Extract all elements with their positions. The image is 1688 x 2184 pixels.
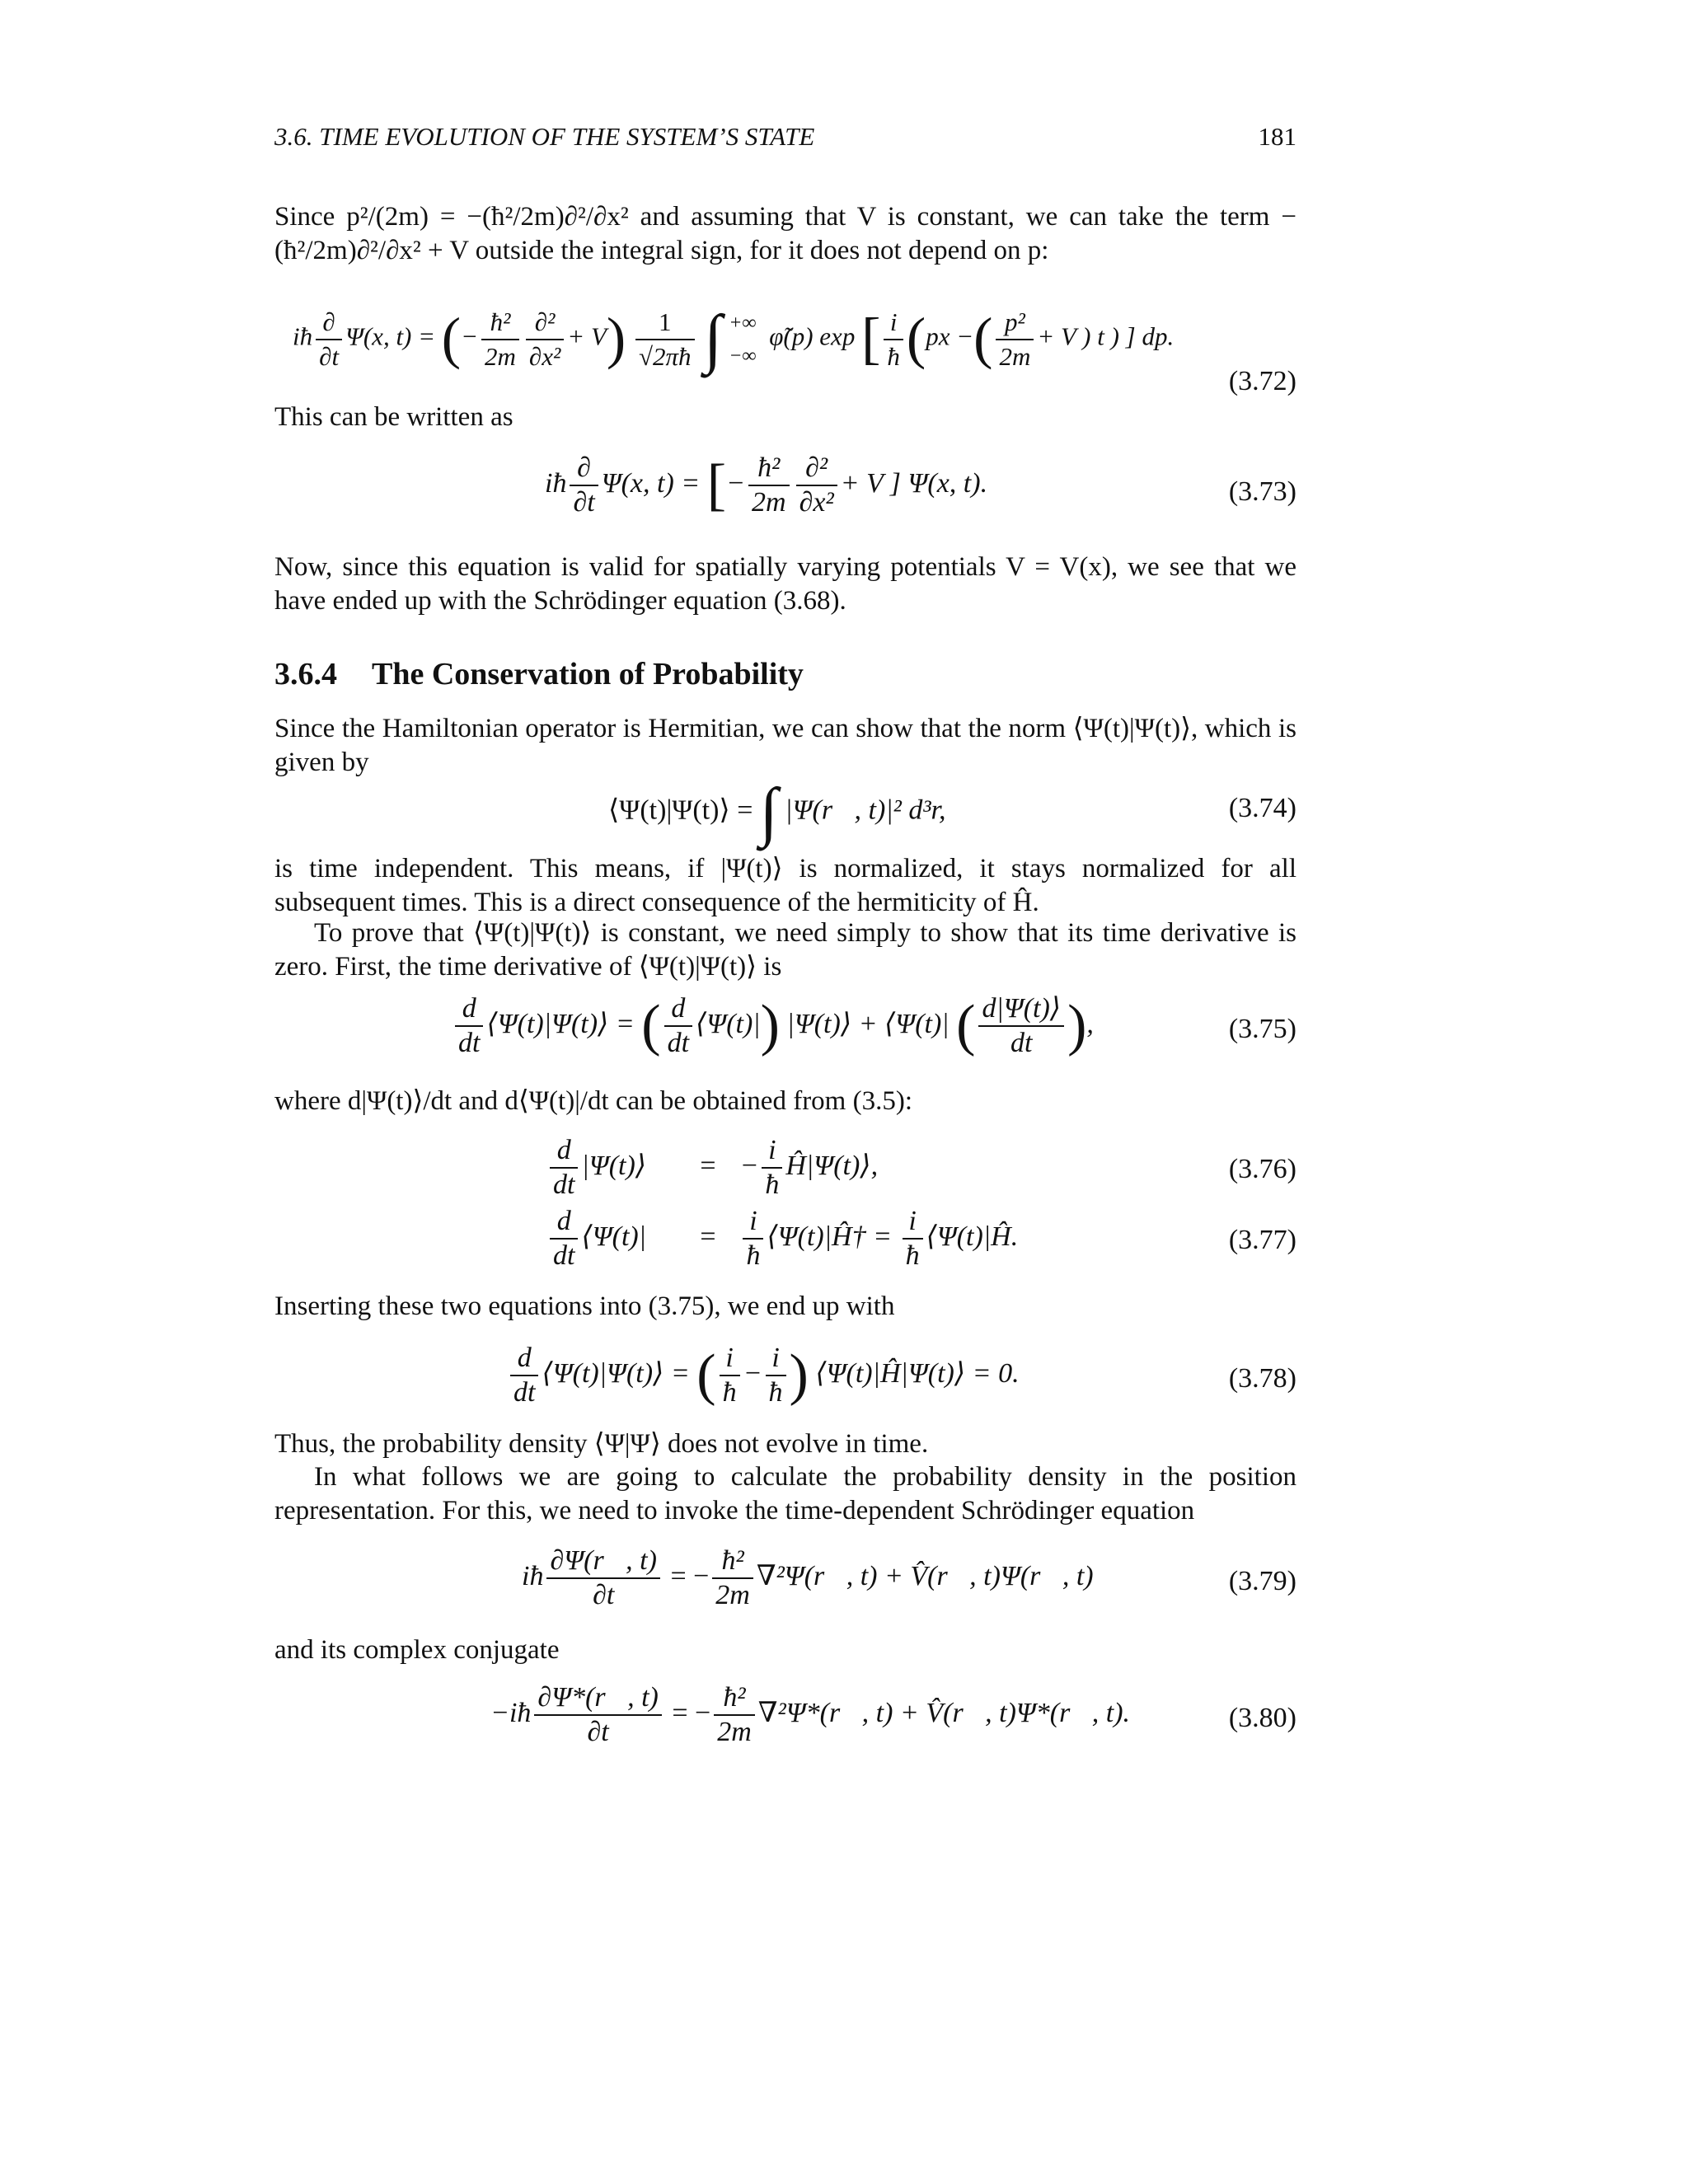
section-heading [274, 656, 804, 692]
paragraph-text: Since p²/(2m) = −(ħ²/2m)∂²/∂x² and assuming that V is constant, we can take the term −(ħ²/2m)∂²/∂x² + V outside the integral sign, for it does not depend on p: [274, 202, 1296, 265]
paragraph-text: and its complex conjugate [274, 1635, 560, 1665]
paragraph-text: To prove that ⟨Ψ(t)|Ψ(t)⟩ is constant, we need simply to show that its time derivative is zero. First, the time derivative of ⟨Ψ(t)|Ψ(t)⟩ is [274, 918, 1296, 982]
paragraph [274, 916, 1296, 984]
paragraph-text: Since the Hamiltonian operator is Hermitian, we can show that the norm ⟨Ψ(t)|Ψ(t)⟩, which is given by [274, 714, 1296, 777]
paragraph [274, 1085, 1296, 1118]
equation-number: (3.76) [1228, 1154, 1296, 1184]
equation-number: (3.72) [1228, 366, 1296, 396]
paragraph [274, 401, 1296, 434]
equation-number: (3.74) [1228, 793, 1296, 823]
paragraph-text: Now, since this equation is valid for spatially varying potentials V = V(x), we see that we have ended up with the Schrödinger equation (3.68). [274, 552, 1296, 616]
equation-3-80: −iħ $\frac{\partial\Psi*(r⃗, t)}{\partial t}$ = − $\frac{\text{ħ²}}{2m}$ ∇²Ψ*(r⃗, t) + V̂(r⃗, t)Ψ*(r⃗, t). (3.80) [490, 1682, 1296, 1747]
equation-number: (3.78) [1228, 1363, 1296, 1394]
equation-3-72: iħ $\frac{\partial}{\partial t}$ Ψ(x, t) = (− $\frac{\text{ħ²}}{2m}$ $\frac{\text{∂²}}{\text{∂x²}}$ + V) $\frac{1}{√2\pi ħ}$ ∫ +∞ −∞ φ̃(p) exp [ $\frac{i}{ħ}$ (px −( $\frac{\text{p²}}{2m}$ + V ) t ) ] dp. (3.72) [293, 302, 1296, 396]
running-header [274, 122, 1296, 163]
paragraph [274, 712, 1296, 780]
paragraph [274, 1427, 1296, 1461]
equation-number: (3.75) [1228, 1014, 1296, 1044]
paragraph [274, 551, 1296, 618]
paragraph [274, 852, 1296, 920]
equation-3-73: iħ $\frac{\partial}{\partial t}$ Ψ(x, t) = [− $\frac{\text{ħ²}}{2m}$ $\frac{\text{∂²}}{\text{∂x²}}$ + V ] Ψ(x, t). (3.73) [545, 452, 1296, 518]
equation-number: (3.79) [1228, 1566, 1296, 1596]
paragraph-text: Thus, the probability density ⟨Ψ|Ψ⟩ does not evolve in time. [274, 1429, 929, 1459]
equation-number: (3.77) [1228, 1225, 1296, 1255]
paragraph [274, 200, 1296, 268]
equation-number: (3.80) [1228, 1703, 1296, 1733]
equation-3-75: $\frac{d}{dt}$ ⟨Ψ(t)|Ψ(t)⟩ = ( $\frac{d}{dt}$ ⟨Ψ(t)|) |Ψ(t)⟩ + ⟨Ψ(t)| ( $\frac{d|\Psi(t)⟩}{dt}$ ), (3.75) [274, 992, 1296, 1075]
book-page [274, 0, 1296, 2184]
paragraph [274, 1633, 1296, 1667]
section-title: The Conservation of Probability [372, 657, 804, 691]
paragraph-text: where d|Ψ(t)⟩/dt and d⟨Ψ(t)|/dt can be obtained from (3.5): [274, 1086, 913, 1116]
equation-number: (3.73) [1228, 476, 1296, 507]
paragraph-text: is time independent. This means, if |Ψ(t)⟩ is normalized, it stays normalized for all subsequent times. This is a direct consequence of the hermiticity of Ĥ. [274, 854, 1296, 917]
equation-3-77: $\frac{d}{dt}$ ⟨Ψ(t)| = $\frac{i}{ħ}$ ⟨Ψ(t)|Ĥ† = $\frac{i}{ħ}$ ⟨Ψ(t)|Ĥ. (3.77) [274, 1205, 1296, 1279]
section-number: 3.6.4 [274, 657, 337, 691]
paragraph [274, 1290, 1296, 1324]
paragraph-text: In what follows we are going to calculate the probability density in the position representation. For this, we need to invoke the time-dependent Schrödinger equation [274, 1462, 1296, 1526]
equation-3-76: $\frac{d}{dt}$ |Ψ(t)⟩ = − $\frac{i}{ħ}$ Ĥ|Ψ(t)⟩, (3.76) [274, 1134, 1296, 1208]
equation-3-78: $\frac{d}{dt}$ ⟨Ψ(t)|Ψ(t)⟩ = ( $\frac{i}{ħ}$ − $\frac{i}{ħ}$ ) ⟨Ψ(t)|Ĥ|Ψ(t)⟩ = 0. (3.78) [274, 1342, 1296, 1424]
paragraph-text: Inserting these two equations into (3.75), we end up with [274, 1291, 895, 1321]
equation-3-74: ⟨Ψ(t)|Ψ(t)⟩ = ∫ |Ψ(r⃗, t)|² d³r, (3.74) [608, 776, 1296, 848]
running-title: 3.6. TIME EVOLUTION OF THE SYSTEM’S STATE [274, 122, 815, 151]
page-number: 181 [1258, 122, 1296, 151]
paragraph [274, 1460, 1296, 1528]
equation-3-79: iħ $\frac{\partial\Psi(r⃗, t)}{\partial t}$ = − $\frac{\text{ħ²}}{2m}$ ∇²Ψ(r⃗, t) + V̂(r⃗, t)Ψ(r⃗, t) (3.79) [522, 1545, 1296, 1610]
paragraph-text: This can be written as [274, 402, 513, 432]
